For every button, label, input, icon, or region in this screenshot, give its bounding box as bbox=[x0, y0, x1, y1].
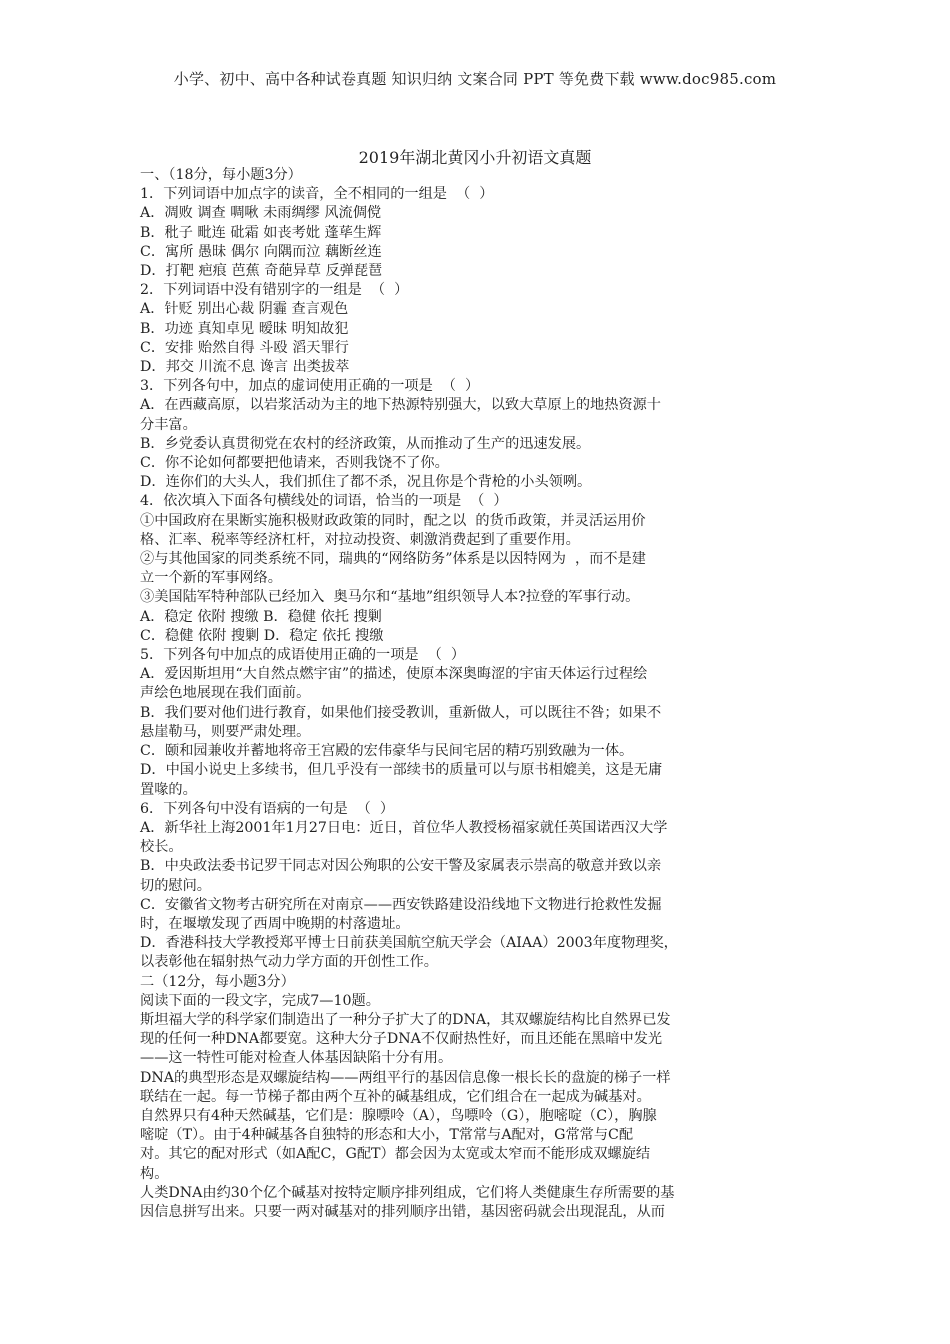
text-line: A．在西藏高原，以岩浆活动为主的地下热源特别强大，以致大草原上的地热资源十 bbox=[140, 397, 661, 414]
text-line: 时，在堰墩发现了西周中晚期的村落遗址。 bbox=[140, 915, 410, 932]
text-line: A．针贬 别出心裁 阴霾 查言观色 bbox=[140, 301, 349, 318]
text-line: C．你不论如何都要把他请来，否则我饶不了你。 bbox=[140, 455, 449, 472]
text-line: B．功迹 真知卓见 暧昧 明知故犯 bbox=[140, 320, 349, 337]
text-line: 因信息拼写出来。只要一两对碱基对的排列顺序出错，基因密码就会出现混乱，从而 bbox=[140, 1203, 665, 1220]
text-line: 斯坦福大学的科学家们制造出了一种分子扩大了的DNA，其双螺旋结构比自然界已发 bbox=[140, 1011, 671, 1028]
text-line: 切的慰问。 bbox=[140, 877, 211, 894]
text-line: A．稳定 依附 搜缴 B．稳健 依托 搜剿 bbox=[140, 608, 382, 625]
text-line: 现的任何一种DNA都要宽。这种大分子DNA不仅耐热性好，而且还能在黑暗中发光 bbox=[140, 1031, 663, 1048]
text-line: ③美国陆军特种部队已经加入 奥马尔和“基地”组织领导人本?拉登的军事行动。 bbox=[140, 589, 640, 606]
text-line: 2．下列词语中没有错别字的一组是 （ ） bbox=[140, 282, 409, 299]
text-line: D．中国小说史上多续书，但几乎没有一部续书的质量可以与原书相媲美，这是无庸 bbox=[140, 762, 663, 779]
text-line: C．稳健 依附 搜剿 D．稳定 依托 搜缴 bbox=[140, 627, 384, 644]
text-line: 立一个新的军事网络。 bbox=[140, 570, 282, 587]
text-line: 置喙的。 bbox=[140, 781, 197, 798]
text-line: 5．下列各句中加点的成语使用正确的一项是 （ ） bbox=[140, 647, 466, 664]
text-line: ——这一特性可能对检查人体基因缺陷十分有用。 bbox=[140, 1050, 453, 1067]
text-line: 3．下列各句中，加点的虚词使用正确的一项是 （ ） bbox=[140, 378, 480, 395]
text-line: 1．下列词语中加点字的读音，全不相同的一组是 （ ） bbox=[140, 186, 494, 203]
text-line: ②与其他国家的同类系统不同，瑞典的“网络防务”体系是以因特网为 ，而不是建 bbox=[140, 551, 646, 568]
text-line: B．秕子 毗连 砒霜 如丧考妣 蓬荜生辉 bbox=[140, 224, 382, 241]
text-line: D．香港科技大学教授郑平博士日前获美国航空航天学会（AIAA）2003年度物理奖， bbox=[140, 935, 678, 952]
text-line: 自然界只有4种天然碱基，它们是：腺嘌呤（A），鸟嘌呤（G），胞嘧啶（C），胸腺 bbox=[140, 1107, 657, 1124]
document-body bbox=[140, 166, 780, 1222]
text-line: B．我们要对他们进行教育，如果他们接受教训，重新做人，可以既往不咎；如果不 bbox=[140, 704, 662, 721]
text-line: 一、（18分，每小题3分） bbox=[140, 167, 302, 183]
text-line: DNA的典型形态是双螺旋结构——两组平行的基因信息像一根长长的盘旋的梯子一样 bbox=[140, 1069, 671, 1086]
text-line: C．颐和园兼收并蓄地将帝王宫殿的宏伟豪华与民间宅居的精巧别致融为一体。 bbox=[140, 743, 634, 760]
text-line: 嘧啶（T）。由于4种碱基各自独特的形态和大小，T常常与A配对，G常常与C配 bbox=[140, 1127, 634, 1144]
text-line: D．连你们的大头人，我们抓住了都不杀，况且你是个背枪的小头领咧。 bbox=[140, 474, 592, 491]
text-line: 分丰富。 bbox=[140, 416, 197, 433]
text-line: D．打靶 疤痕 芭蕉 奇葩异草 反弹琵琶 bbox=[140, 263, 383, 280]
text-line: 二（12分，每小题3分） bbox=[140, 973, 295, 990]
text-line: D．邦交 川流不息 谗言 出类拔萃 bbox=[140, 359, 350, 376]
page-header: 小学、初中、高中各种试卷真题 知识归纳 文案合同 PPT 等免费下载 www.doc985.com bbox=[173, 70, 777, 88]
text-line: 声绘色地展现在我们面前。 bbox=[140, 685, 311, 702]
text-line: 4．依次填入下面各句横线处的词语，恰当的一项是 （ ） bbox=[140, 493, 508, 510]
text-line: B．中央政法委书记罗干同志对因公殉职的公安干警及家属表示崇高的敬意并致以亲 bbox=[140, 858, 662, 875]
text-line: ①中国政府在果断实施积极财政政策的同时，配之以 的货币政策，并灵活运用价 bbox=[140, 512, 646, 529]
text-line: 构。 bbox=[140, 1165, 169, 1182]
text-line: A．凋败 调查 啁啾 未雨绸缪 风流倜傥 bbox=[140, 205, 382, 222]
text-line: B．乡党委认真贯彻党在农村的经济政策，从而推动了生产的迅速发展。 bbox=[140, 435, 591, 452]
text-line: C．寓所 愚昧 偶尔 向隅而泣 藕断丝连 bbox=[140, 243, 382, 260]
text-line: A．爱因斯坦用“大自然点燃宇宙”的描述，使原本深奥晦涩的宇宙天体运行过程绘 bbox=[140, 666, 648, 683]
text-line: 以表彰他在辐射热气动力学方面的开创性工作。 bbox=[140, 954, 438, 971]
text-line: 联结在一起。每一节梯子都由两个互补的碱基组成，它们组合在一起成为碱基对。 bbox=[140, 1088, 651, 1105]
text-line: 悬崖勒马，则要严肃处理。 bbox=[140, 723, 311, 740]
text-line: 格、汇率、税率等经济杠杆，对拉动投资、刺激消费起到了重要作用。 bbox=[140, 531, 580, 548]
text-line: 阅读下面的一段文字，完成7—10题。 bbox=[140, 992, 380, 1009]
text-line: 对。其它的配对形式（如A配C，G配T）都会因为太宽或太窄而不能形成双螺旋结 bbox=[140, 1146, 651, 1163]
text-line: C．安徽省文物考古研究所在对南京——西安铁路建设沿线地下文物进行抢救性发掘 bbox=[140, 896, 662, 913]
text-line: 校长。 bbox=[140, 839, 183, 856]
text-line: A．新华社上海2001年1月27日电：近日，首位华人教授杨福家就任英国诺西汉大学 bbox=[140, 819, 668, 836]
text-line: 6．下列各句中没有语病的一句是 （ ） bbox=[140, 800, 395, 817]
text-line: 人类DNA由约30个亿个碱基对按特定顺序排列组成，它们将人类健康生存所需要的基 bbox=[140, 1184, 675, 1201]
page-title: 2019年湖北黄冈小升初语文真题 bbox=[358, 148, 592, 167]
text-line: C．安排 贻然自得 斗殴 滔天罪行 bbox=[140, 339, 349, 356]
